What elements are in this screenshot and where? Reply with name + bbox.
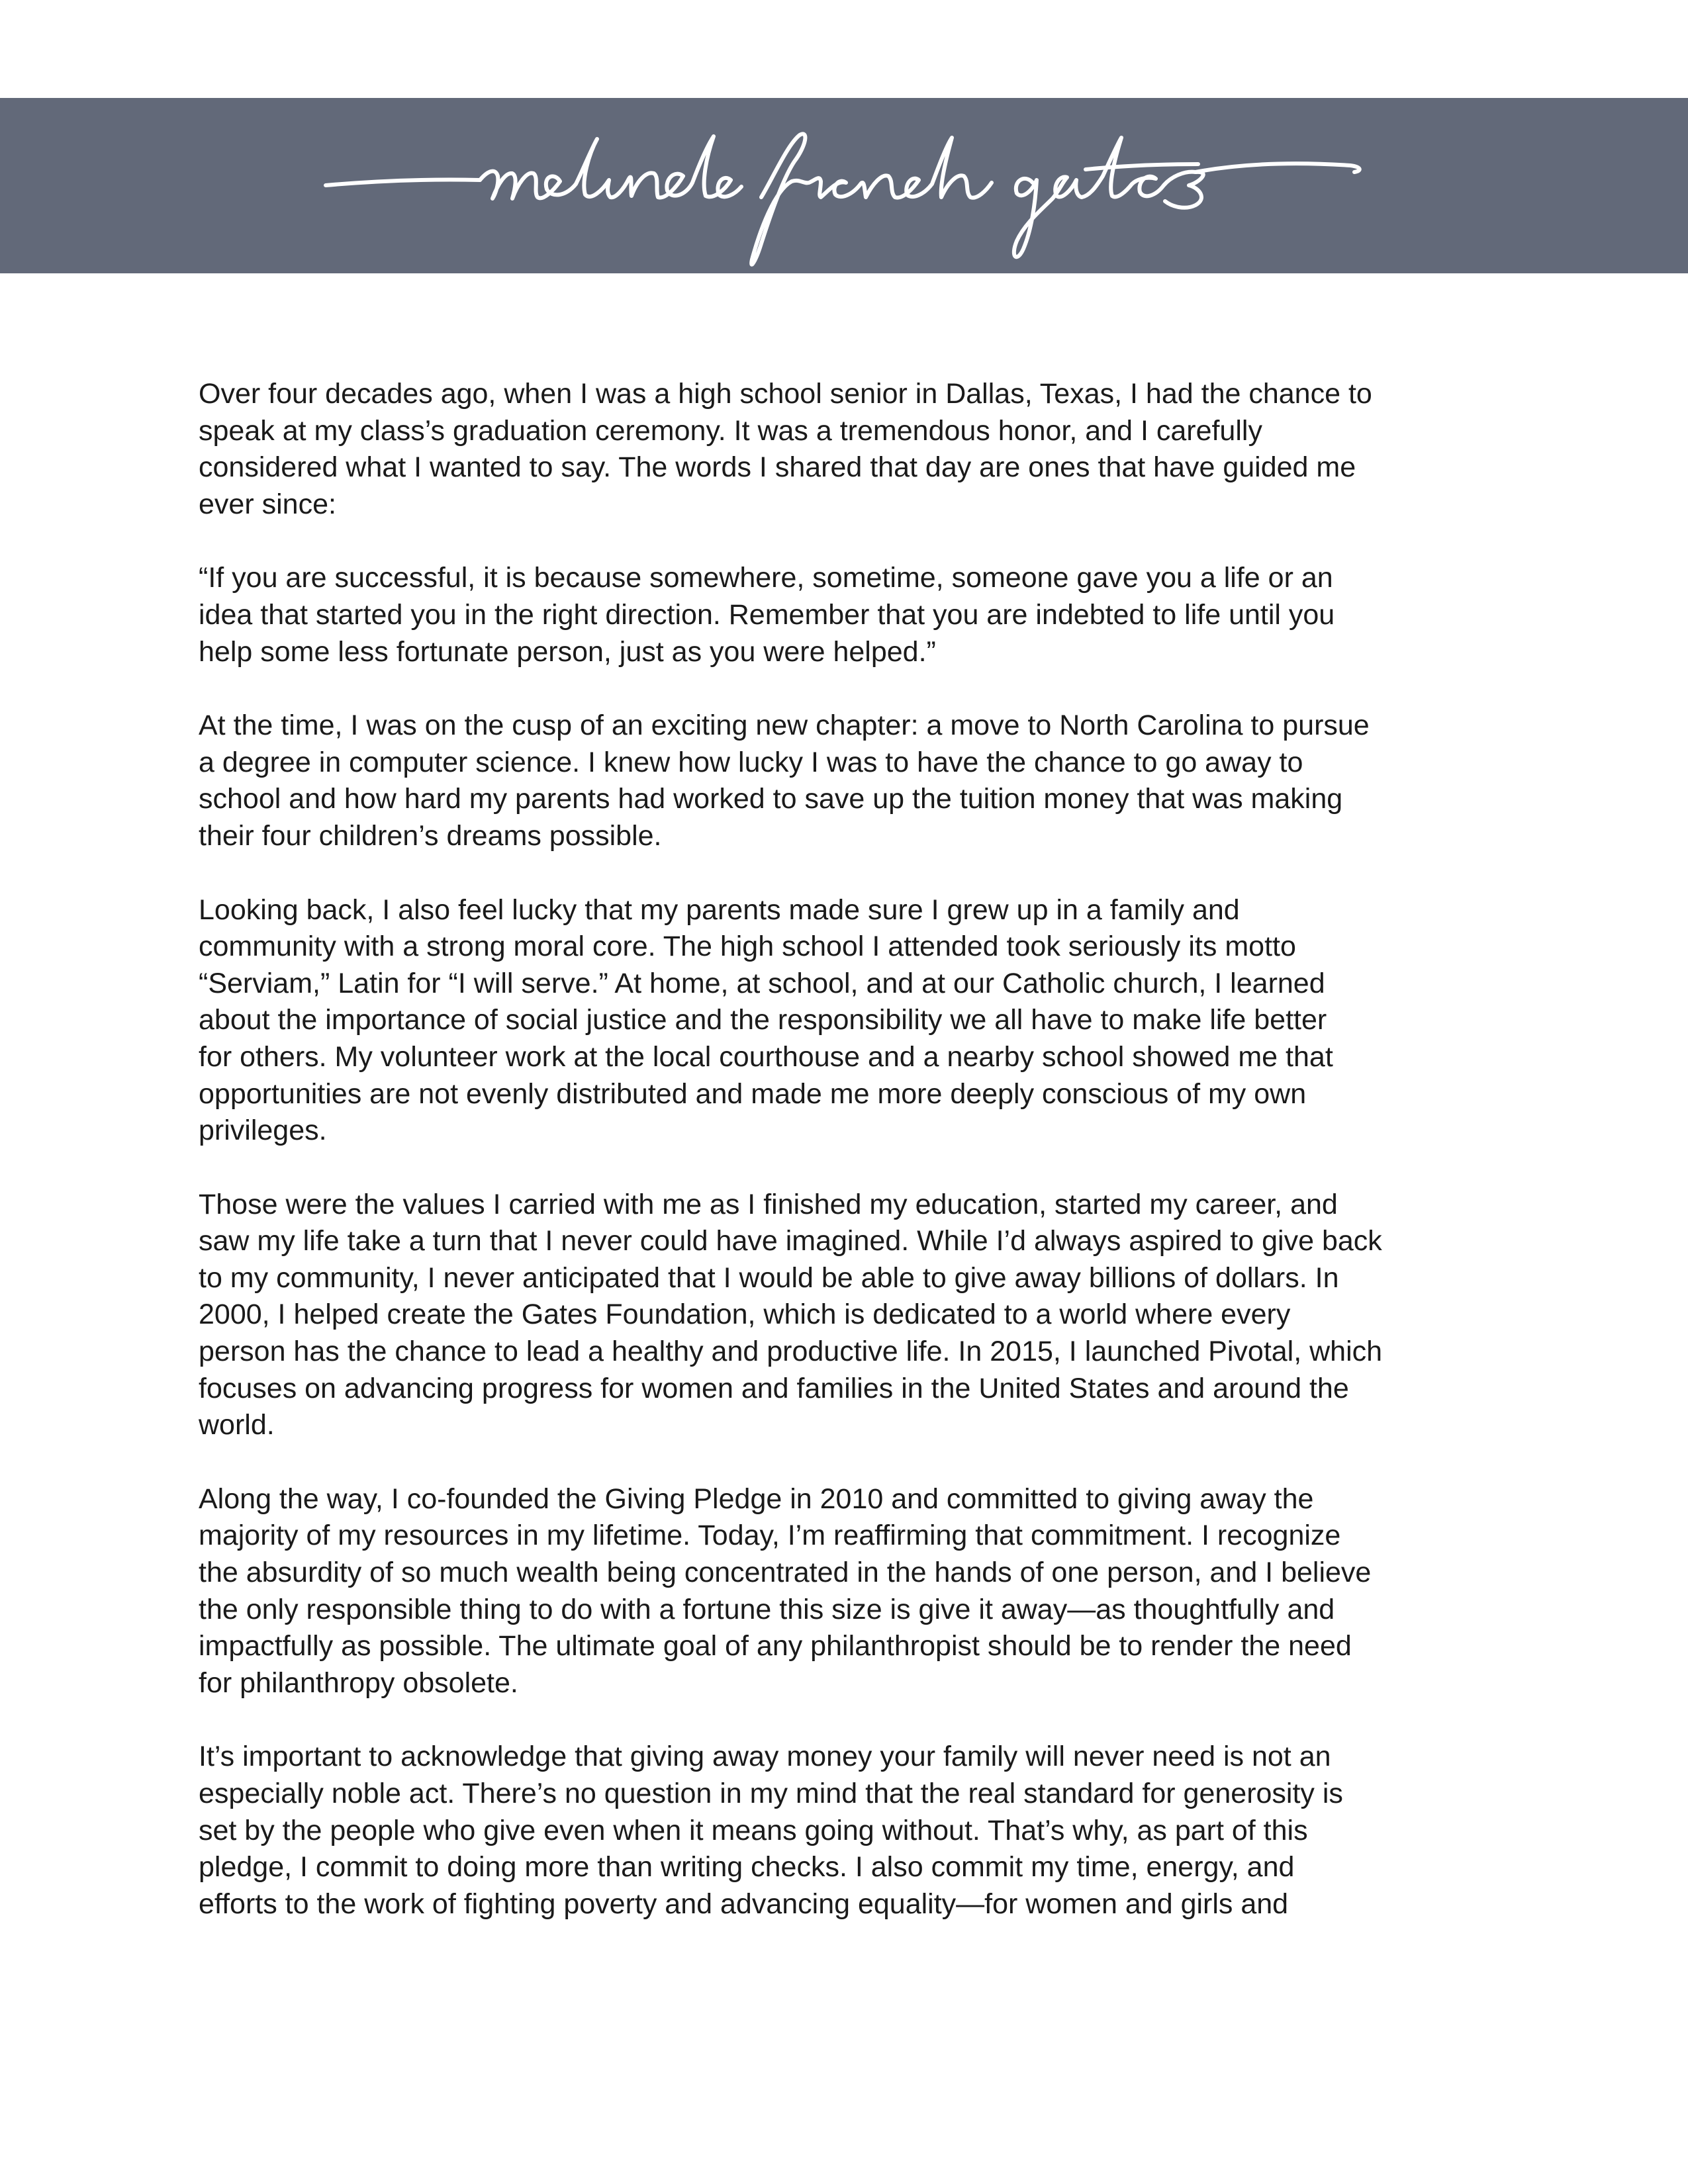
paragraph: At the time, I was on the cusp of an exciting new chapter: a move to North Carolina to pursue a degree in computer science. I knew how lucky I was to have the chance to go away to school and how hard my parents had worked to save up the tuition money that was making their four children’s dreams possible. xyxy=(199,709,1370,852)
paragraph: “If you are successful, it is because somewhere, sometime, someone gave you a life or an idea that started you in the right direction. Remember that you are indebted to life until you help some less fortunate person, just as you were helped.” xyxy=(199,562,1335,668)
letter-body xyxy=(199,376,1496,1960)
paragraph: Looking back, I also feel lucky that my parents made sure I grew up in a family and community with a strong moral core. The high school I attended took seriously its motto “Serviam,” Latin for “I will serve.” At home, at school, and at our Catholic church, I learned about the importance of social justice and the responsibility we all have to make life better for others. My volunteer work at the local courthouse and a nearby school showed me that opportunities are not evenly distributed and made me more deeply conscious of my own privileges. xyxy=(199,893,1333,1147)
paragraph: Along the way, I co-founded the Giving Pledge in 2010 and committed to giving away the majority of my resources in my lifetime. Today, I’m reaffirming that commitment. I recognize the absurdity of so much wealth being concentrated in the hands of one person, and I believe the only responsible thing to do with a fortune this size is give it away—as thoughtfully and impactfully as possible. The ultimate goal of any philanthropist should be to render the need for philanthropy obsolete. xyxy=(199,1482,1372,1699)
signature-logo xyxy=(0,98,1688,273)
header-banner xyxy=(0,98,1688,273)
paragraph: Those were the values I carried with me as I finished my education, started my career, and saw my life take a turn that I never could have imagined. While I’d always aspired to give back to my community, I never anticipated that I would be able to give away billions of dollars. In 2000, I helped create the Gates Foundation, which is dedicated to a world where every person has the chance to lead a healthy and productive life. In 2015, I launched Pivotal, which focuses on advancing progress for women and families in the United States and around the world. xyxy=(199,1188,1383,1441)
paragraph: It’s important to acknowledge that giving away money your family will never need is not an especially noble act. There’s no question in my mind that the real standard for generosity is set by the people who give even when it means going without. That’s why, as part of this pledge, I commit to doing more than writing checks. I also commit my time, energy, and efforts to the work of fighting poverty and advancing equality—for women and girls and xyxy=(199,1741,1343,1920)
paragraph: Over four decades ago, when I was a high school senior in Dallas, Texas, I had the chance to speak at my class’s graduation ceremony. It was a tremendous honor, and I carefully considered what I wanted to say. The words I shared that day are ones that have guided me ever since: xyxy=(199,378,1372,520)
